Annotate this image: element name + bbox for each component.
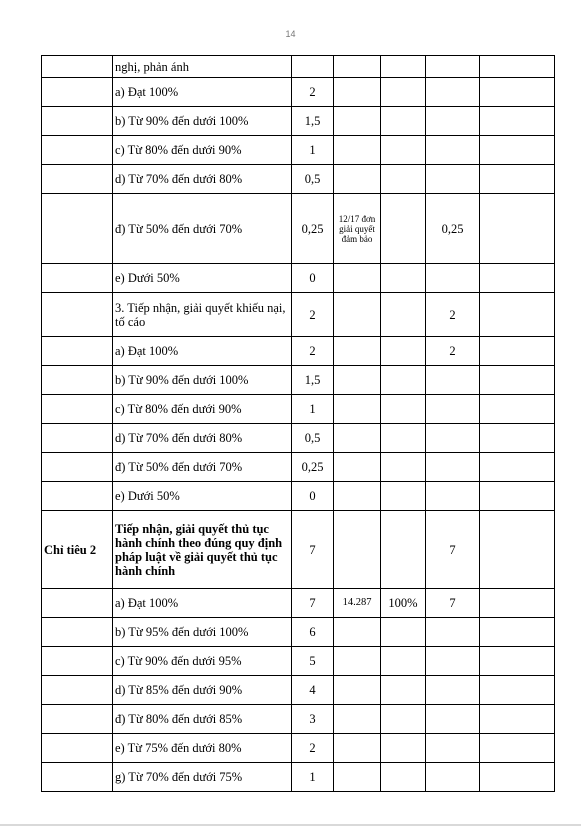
rate-cell: [381, 366, 426, 395]
criteria-group-cell: [42, 78, 113, 107]
rate-cell: [381, 424, 426, 453]
note-cell: [480, 734, 555, 763]
criteria-description-cell: đ) Từ 50% đến dưới 70%: [113, 453, 292, 482]
table-row: [42, 194, 555, 264]
note-cell: [480, 264, 555, 293]
criteria-group-cell: [42, 107, 113, 136]
score-cell: [426, 165, 480, 194]
max-score-cell: 3: [292, 705, 334, 734]
rate-cell: [381, 165, 426, 194]
criteria-description-cell: d) Từ 70% đến dưới 80%: [113, 165, 292, 194]
page-number: 14: [285, 29, 296, 39]
max-score-cell: 0,25: [292, 453, 334, 482]
criteria-group-cell: [42, 763, 113, 792]
criteria-group-cell: [42, 165, 113, 194]
criteria-group-cell: [42, 337, 113, 366]
table-row: [42, 705, 555, 734]
max-score-cell: 7: [292, 511, 334, 589]
rate-cell: [381, 293, 426, 337]
max-score-cell: 0: [292, 264, 334, 293]
note-cell: [480, 136, 555, 165]
table-row: [42, 264, 555, 293]
rate-cell: [381, 78, 426, 107]
criteria-description-cell: e) Từ 75% đến dưới 80%: [113, 734, 292, 763]
result-cell: [334, 511, 381, 589]
criteria-description-cell: c) Từ 80% đến dưới 90%: [113, 136, 292, 165]
max-score-cell: 1: [292, 395, 334, 424]
score-cell: [426, 56, 480, 78]
table-row: [42, 107, 555, 136]
max-score-cell: 0,25: [292, 194, 334, 264]
result-cell: [334, 293, 381, 337]
criteria-description-cell: d) Từ 70% đến dưới 80%: [113, 424, 292, 453]
note-cell: [480, 107, 555, 136]
rate-cell: [381, 705, 426, 734]
score-cell: [426, 763, 480, 792]
criteria-description-cell: a) Đạt 100%: [113, 589, 292, 618]
table-row: [42, 647, 555, 676]
max-score-cell: 6: [292, 618, 334, 647]
criteria-group-cell: [42, 194, 113, 264]
rate-cell: [381, 676, 426, 705]
criteria-description-cell: 3. Tiếp nhận, giải quyết khiếu nại, tố cáo: [113, 293, 292, 337]
result-cell: [334, 78, 381, 107]
table-row: [42, 56, 555, 78]
rate-cell: [381, 136, 426, 165]
result-cell: [334, 676, 381, 705]
score-cell: [426, 618, 480, 647]
table-row: [42, 136, 555, 165]
max-score-cell: 1: [292, 763, 334, 792]
note-cell: [480, 482, 555, 511]
table-row: [42, 293, 555, 337]
criteria-group-cell: [42, 589, 113, 618]
table-row: [42, 337, 555, 366]
score-cell: [426, 395, 480, 424]
criteria-description-cell: e) Dưới 50%: [113, 482, 292, 511]
criteria-group-cell: [42, 618, 113, 647]
criteria-group-cell: [42, 395, 113, 424]
rate-cell: [381, 763, 426, 792]
score-cell: 2: [426, 337, 480, 366]
table-row: [42, 366, 555, 395]
result-cell: [334, 482, 381, 511]
note-cell: [480, 366, 555, 395]
result-cell: [334, 647, 381, 676]
score-cell: [426, 107, 480, 136]
score-cell: 7: [426, 589, 480, 618]
criteria-description-cell: đ) Từ 50% đến dưới 70%: [113, 194, 292, 264]
criteria-description-cell: nghị, phản ánh: [113, 56, 292, 78]
result-cell: [334, 107, 381, 136]
result-cell: [334, 165, 381, 194]
max-score-cell: 0,5: [292, 424, 334, 453]
note-cell: [480, 453, 555, 482]
max-score-cell: 7: [292, 589, 334, 618]
criteria-group-cell: [42, 293, 113, 337]
score-cell: 2: [426, 293, 480, 337]
note-cell: [480, 56, 555, 78]
result-cell: [334, 264, 381, 293]
criteria-description-cell: b) Từ 90% đến dưới 100%: [113, 366, 292, 395]
max-score-cell: 4: [292, 676, 334, 705]
rate-cell: [381, 482, 426, 511]
result-cell: [334, 424, 381, 453]
score-cell: [426, 734, 480, 763]
result-cell: [334, 705, 381, 734]
result-cell: [334, 56, 381, 78]
criteria-group-cell: [42, 705, 113, 734]
result-cell: 14.287: [334, 589, 381, 618]
criteria-group-cell: [42, 647, 113, 676]
criteria-group-cell: [42, 424, 113, 453]
score-cell: [426, 705, 480, 734]
criteria-group-cell: [42, 136, 113, 165]
score-cell: 0,25: [426, 194, 480, 264]
criteria-description-cell: d) Từ 85% đến dưới 90%: [113, 676, 292, 705]
table-row: [42, 618, 555, 647]
max-score-cell: [292, 56, 334, 78]
rate-cell: [381, 734, 426, 763]
score-cell: [426, 136, 480, 165]
max-score-cell: 1: [292, 136, 334, 165]
score-cell: [426, 676, 480, 705]
rate-cell: [381, 264, 426, 293]
criteria-description-cell: g) Từ 70% đến dưới 75%: [113, 763, 292, 792]
result-cell: [334, 763, 381, 792]
rate-cell: [381, 107, 426, 136]
max-score-cell: 2: [292, 293, 334, 337]
criteria-group-cell: [42, 264, 113, 293]
note-cell: [480, 618, 555, 647]
rate-cell: [381, 618, 426, 647]
table-row: [42, 676, 555, 705]
note-cell: [480, 194, 555, 264]
result-cell: [334, 337, 381, 366]
note-cell: [480, 511, 555, 589]
note-cell: [480, 293, 555, 337]
table-row: [42, 511, 555, 589]
table-row: [42, 482, 555, 511]
note-cell: [480, 589, 555, 618]
max-score-cell: 0,5: [292, 165, 334, 194]
note-cell: [480, 395, 555, 424]
criteria-group-cell: [42, 734, 113, 763]
criteria-table-body: [42, 56, 555, 792]
result-cell: [334, 453, 381, 482]
result-cell: [334, 618, 381, 647]
note-cell: [480, 337, 555, 366]
criteria-description-cell: e) Dưới 50%: [113, 264, 292, 293]
max-score-cell: 1,5: [292, 366, 334, 395]
rate-cell: [381, 337, 426, 366]
criteria-group-cell: [42, 453, 113, 482]
criteria-group-cell: [42, 56, 113, 78]
rate-cell: [381, 453, 426, 482]
criteria-description-cell: b) Từ 95% đến dưới 100%: [113, 618, 292, 647]
criteria-group-cell: Chỉ tiêu 2: [42, 511, 113, 589]
max-score-cell: 5: [292, 647, 334, 676]
table-row: [42, 453, 555, 482]
rate-cell: [381, 395, 426, 424]
score-cell: 7: [426, 511, 480, 589]
max-score-cell: 2: [292, 337, 334, 366]
note-cell: [480, 424, 555, 453]
criteria-description-cell: c) Từ 80% đến dưới 90%: [113, 395, 292, 424]
result-cell: [334, 734, 381, 763]
criteria-description-cell: b) Từ 90% đến dưới 100%: [113, 107, 292, 136]
score-cell: [426, 453, 480, 482]
criteria-group-cell: [42, 676, 113, 705]
rate-cell: [381, 647, 426, 676]
table-row: [42, 395, 555, 424]
note-cell: [480, 676, 555, 705]
score-cell: [426, 264, 480, 293]
note-cell: [480, 78, 555, 107]
rate-cell: [381, 194, 426, 264]
note-cell: [480, 647, 555, 676]
result-cell: 12/17 đơn giải quyết đảm bảo: [334, 194, 381, 264]
score-cell: [426, 482, 480, 511]
criteria-group-cell: [42, 482, 113, 511]
table-row: [42, 424, 555, 453]
score-cell: [426, 647, 480, 676]
rate-cell: [381, 56, 426, 78]
criteria-description-cell: a) Đạt 100%: [113, 78, 292, 107]
criteria-table: [41, 55, 555, 792]
max-score-cell: 2: [292, 734, 334, 763]
table-row: [42, 734, 555, 763]
criteria-description-cell: Tiếp nhận, giải quyết thủ tục hành chính theo đúng quy định pháp luật về giải quyết thủ tục hành chính: [113, 511, 292, 589]
max-score-cell: 0: [292, 482, 334, 511]
criteria-description-cell: a) Đạt 100%: [113, 337, 292, 366]
table-row: [42, 763, 555, 792]
result-cell: [334, 366, 381, 395]
score-cell: [426, 366, 480, 395]
table-row: [42, 165, 555, 194]
criteria-description-cell: c) Từ 90% đến dưới 95%: [113, 647, 292, 676]
rate-cell: 100%: [381, 589, 426, 618]
criteria-description-cell: đ) Từ 80% đến dưới 85%: [113, 705, 292, 734]
note-cell: [480, 763, 555, 792]
note-cell: [480, 705, 555, 734]
criteria-group-cell: [42, 366, 113, 395]
result-cell: [334, 395, 381, 424]
max-score-cell: 2: [292, 78, 334, 107]
table-row: [42, 589, 555, 618]
rate-cell: [381, 511, 426, 589]
table-row: [42, 78, 555, 107]
score-cell: [426, 78, 480, 107]
result-cell: [334, 136, 381, 165]
max-score-cell: 1,5: [292, 107, 334, 136]
score-cell: [426, 424, 480, 453]
note-cell: [480, 165, 555, 194]
